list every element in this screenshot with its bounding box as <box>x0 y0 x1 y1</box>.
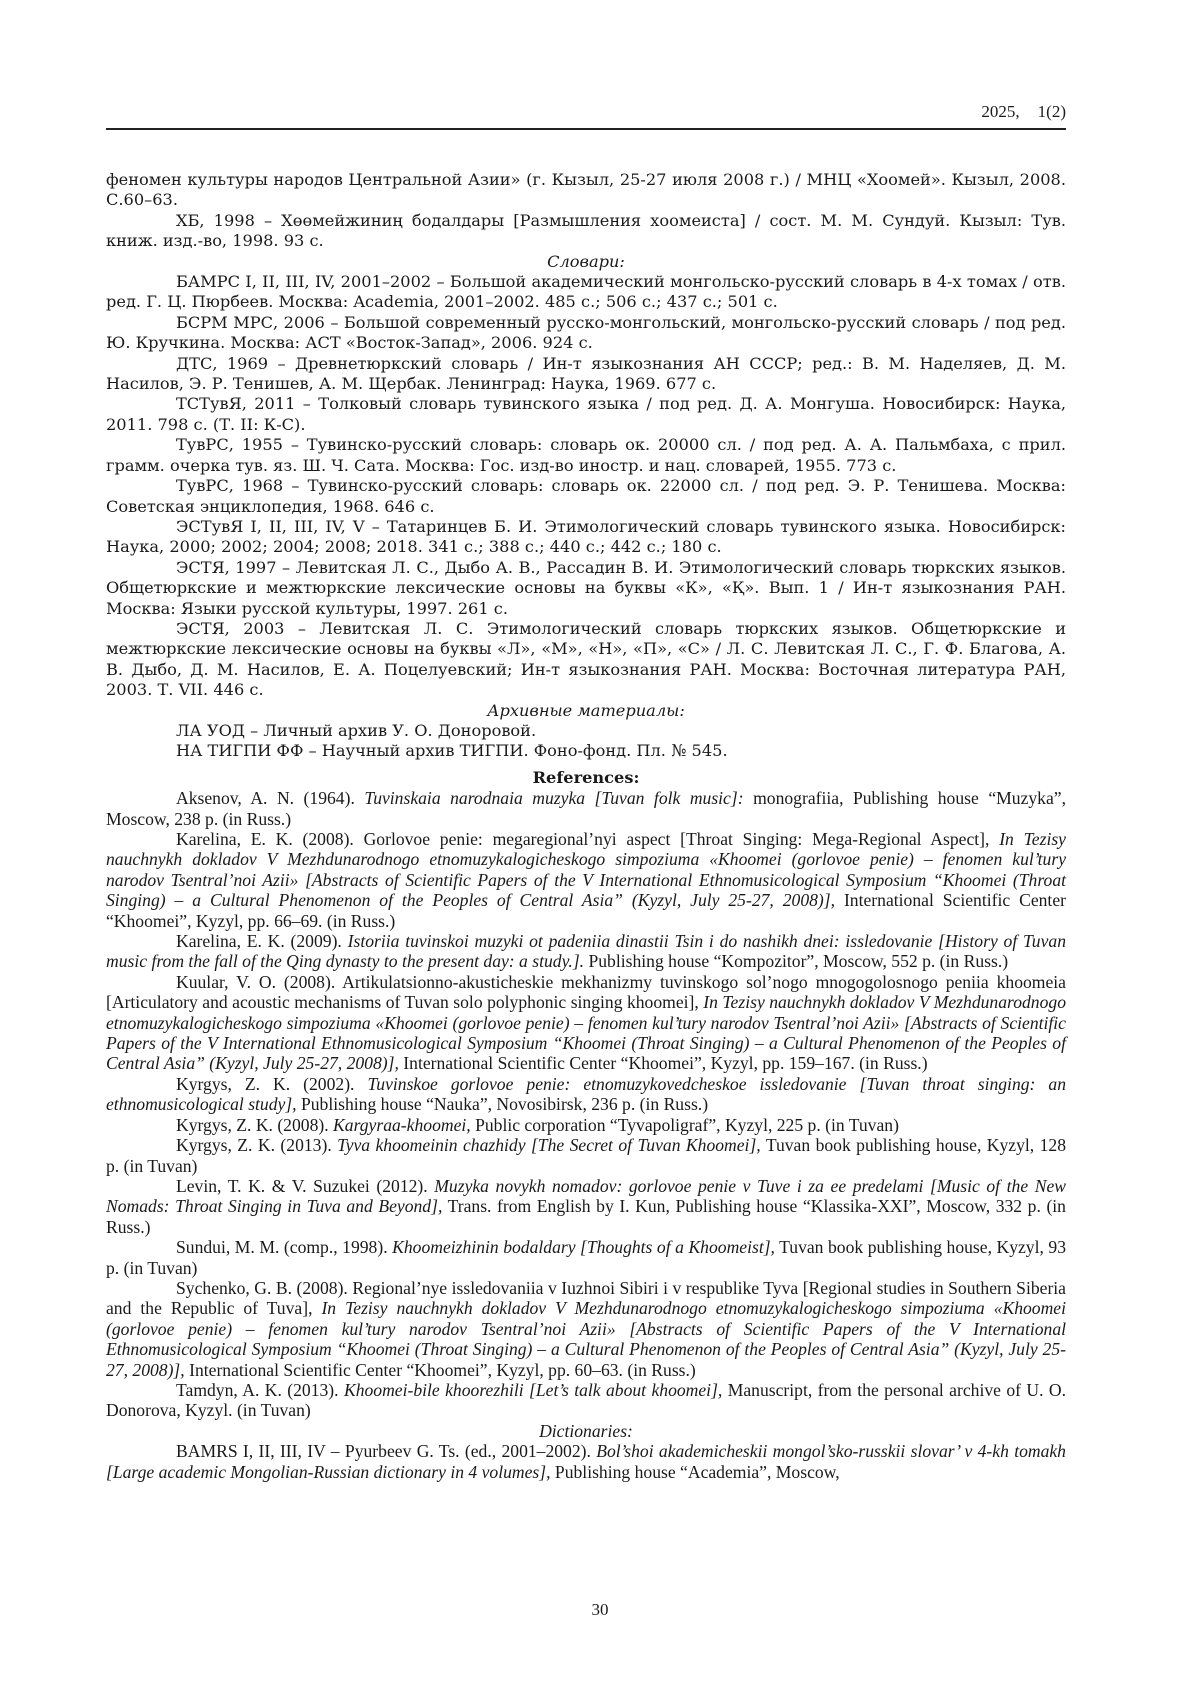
reference-title: In Tezisy nauchnykh dokladov V Mezhdunarodnogo etnomuzykalogicheskogo simpoziuma «Khoomei (gorlovoe penie) – fenomen kul’tury narodov Tsentral’noi Azii» [Abstracts of Scientific Papers of the V International Ethnomusicological Symposium “Khoomei (Throat Singing) – a Cultural Phenomenon of the Peoples of Central Asia” (Kyzyl, July 25-27, 2008)], <box>106 992 1066 1073</box>
reference-text: Levin, T. K. & V. Suzukei (2012). <box>176 1176 434 1196</box>
reference-entry <box>106 1441 1066 1482</box>
reference-entry <box>106 972 1066 1074</box>
reference-text: International Scientific Center “Khoomei”, Kyzyl, pp. 66–69. (in Russ.) <box>106 890 1066 930</box>
dictionary-entry: ТувРС, 1968 – Тувинско-русский словарь: словарь ок. 22000 сл. / под ред. Э. Р. Тенишева. Москва: Советская энциклопедия, 1968. 646 с. <box>106 476 1066 517</box>
reference-text: Tuvan book publishing house, Kyzyl, 93 p. (in Tuvan) <box>106 1237 1066 1277</box>
reference-text: International Scientific Center “Khoomei”, Kyzyl, pp. 159–167. (in Russ.) <box>399 1053 928 1073</box>
dictionary-entry: БАМРС I, II, III, IV, 2001–2002 – Большой академический монгольско-русский словарь в 4-х томах / отв. ред. Г. Ц. Пюрбеев. Москва: Academia, 2001–2002. 485 с.; 506 с.; 437 с.; 501 с. <box>106 272 1066 313</box>
page <box>0 0 1200 1694</box>
reference-text: International Scientific Center “Khoomei”, Kyzyl, pp. 60–63. (in Russ.) <box>185 1360 696 1380</box>
reference-text: Kuular, V. O. (2008). Artikulatsionno-akusticheskie mekhanizmy tuvinskogo sol’nogo mnogogolosnogo peniia khoomeia [Articulatory and acoustic mechanisms of Tuvan solo polyphonic singing khoomei], <box>106 972 1066 1012</box>
header-rule <box>106 128 1066 130</box>
reference-text: Tamdyn, A. K. (2013). <box>176 1380 344 1400</box>
reference-title: In Tezisy nauchnykh dokladov V Mezhdunarodnogo etnomuzykalogicheskogo simpoziuma «Khoomei (gorlovoe penie) – fenomen kul’tury narodov Tsentral’noi Azii» [Abstracts of Scientific Papers of the V International Ethnomusicological Symposium “Khoomei (Throat Singing) – a Cultural Phenomenon of the Peoples of Central Asia” (Kyzyl, July 25-27, 2008)], <box>106 829 1066 910</box>
page-number: 30 <box>0 1600 1200 1620</box>
ref-dictionaries-heading: Dictionaries: <box>106 1421 1066 1441</box>
running-header <box>106 102 1066 128</box>
reference-text: Karelina, E. K. (2008). Gorlovoe penie: megaregional’nyi aspect [Throat Singing: Mega-Regional Aspect], <box>176 829 999 849</box>
reference-entry <box>106 1074 1066 1115</box>
archives-heading: Архивные материалы: <box>106 701 1066 721</box>
header-year: 2025, <box>981 102 1019 121</box>
article-body <box>106 170 1066 1482</box>
reference-entry <box>106 1135 1066 1176</box>
reference-text: BAMRS I, II, III, IV – Pyurbeev G. Ts. (ed., 2001–2002). <box>176 1441 596 1461</box>
dictionary-entry: ДТС, 1969 – Древнетюркский словарь / Ин-т языкознания АН СССР; ред.: В. М. Наделяев, Д. М. Насилов, Э. Р. Тенишев, А. М. Щербак. Ленинград: Наука, 1969. 677 с. <box>106 354 1066 395</box>
dictionary-entry: ТувРС, 1955 – Тувинско-русский словарь: словарь ок. 20000 сл. / под ред. А. А. Пальмбаха, с прил. грамм. очерка тув. яз. Ш. Ч. Сата. Москва: Гос. изд-во иностр. и нац. словарей, 1955. 773 с. <box>106 435 1066 476</box>
dictionary-entry: ТСТувЯ, 2011 – Толковый словарь тувинского языка / под ред. Д. А. Монгуша. Новосибирск: Наука, 2011. 798 с. (Т. II: К-С). <box>106 394 1066 435</box>
reference-text: Trans. from English by I. Kun, Publishing house “Klassika-XXI”, Moscow, 332 p. (in Russ.) <box>106 1196 1066 1236</box>
reference-title: Istoriia tuvinskoi muzyki ot padeniia dinastii Tsin i do nashikh dnei: issledovanie [History of Tuvan music from the fall of the Qing dynasty to the present day: a study.]. <box>106 931 1066 971</box>
archive-entry: НА ТИГПИ ФФ – Научный архив ТИГПИ. Фоно-фонд. Пл. № 545. <box>106 741 1066 761</box>
reference-text: Karelina, E. K. (2009). <box>176 931 348 951</box>
reference-title: Kargyraa-khoomei, <box>333 1115 471 1135</box>
reference-text: Aksenov, A. N. (1964). <box>176 788 364 808</box>
continuation-paragraph: феномен культуры народов Центральной Азии» (г. Кызыл, 25-27 июля 2008 г.) / МНЦ «Хоомей». Кызыл, 2008. С.60–63. <box>106 170 1066 211</box>
reference-text: Sychenko, G. B. (2008). Regional’nye issledovaniia v Iuzhnoi Sibiri i v respublike Tyva [Regional studies in Southern Siberia and the Republic of Tuva], <box>106 1278 1066 1318</box>
reference-title: Tuvinskoe gorlovoe penie: etnomuzykovedcheskoe issledovanie [Tuvan throat singing: an ethnomusicological study], <box>106 1074 1066 1114</box>
reference-text: Tuvan book publishing house, Kyzyl, 128 p. (in Tuvan) <box>106 1135 1066 1175</box>
references-heading: References: <box>106 768 1066 788</box>
reference-entry <box>106 931 1066 972</box>
dictionary-entry: ЭСТЯ, 1997 – Левитская Л. С., Дыбо А. В., Рассадин В. И. Этимологический словарь тюркских языков. Общетюркские и межтюркские лексические основы на буквы «К», «Қ». Вып. 1 / Ин-т языкознания РАН. Москва: Языки русской культуры, 1997. 261 с. <box>106 558 1066 619</box>
reference-text: Kyrgys, Z. K. (2002). <box>176 1074 367 1094</box>
dictionary-entry: ЭСТЯ, 2003 – Левитская Л. С. Этимологический словарь тюркских языков. Общетюркские и межтюркские лексические основы на буквы «Л», «М», «Н», «П», «С» / Л. С. Левитская Л. С., Г. Ф. Благова, А. В. Дыбо, Д. М. Насилов, Е. А. Поцелуевский; Ин-т языкознания РАН. Москва: Восточная литература РАН, 2003. Т. VII. 446 с. <box>106 619 1066 701</box>
dictionary-entry: ЭСТувЯ I, II, III, IV, V – Татаринцев Б. И. Этимологический словарь тувинского языка. Новосибирск: Наука, 2000; 2002; 2004; 2008; 2018. 341 с.; 388 с.; 440 с.; 442 с.; 180 с. <box>106 517 1066 558</box>
reference-entry <box>106 829 1066 931</box>
reference-entry <box>106 788 1066 829</box>
reference-entry <box>106 1115 1066 1135</box>
reference-text: Public corporation “Tyvapoligraf”, Kyzyl, 225 p. (in Tuvan) <box>471 1115 899 1135</box>
reference-title: Muzyka novykh nomadov: gorlovoe penie v Tuve i za ee predelami [Music of the New Nomads: Throat Singing in Tuva and Beyond], <box>106 1176 1066 1216</box>
source-hb: ХБ, 1998 – Хөөмейжиниң бодалдары [Размышления хоомеиста] / сост. М. М. Сундуй. Кызыл: Тув. книж. изд.-во, 1998. 93 с. <box>106 211 1066 252</box>
reference-text: Manuscript, from the personal archive of U. O. Donorova, Kyzyl. (in Tuvan) <box>106 1380 1066 1420</box>
header-issue: 1(2) <box>1038 102 1066 121</box>
dictionary-entry: БСРМ МРС, 2006 – Большой современный русско-монгольский, монгольско-русский словарь / под ред. Ю. Кручкина. Москва: АСТ «Восток-Запад», 2006. 924 с. <box>106 313 1066 354</box>
reference-title: Khoomei-bile khoorezhili [Let’s talk about khoomei], <box>344 1380 722 1400</box>
reference-title: Bol’shoi akademicheskii mongol’sko-russkii slovar’ v 4-kh tomakh [Large academic Mongolian-Russian dictionary in 4 volumes], <box>106 1441 1066 1481</box>
reference-title: In Tezisy nauchnykh dokladov V Mezhdunarodnogo etnomuzykalogicheskogo simpoziuma «Khoomei (gorlovoe penie) – fenomen kul’tury narodov Tsentral’noi Azii» [Abstracts of Scientific Papers of the V International Ethnomusicological Symposium “Khoomei (Throat Singing) – a Cultural Phenomenon of the Peoples of Central Asia” (Kyzyl, July 25-27, 2008)], <box>106 1298 1066 1379</box>
reference-text: monografiia, Publishing house “Muzyka”, Moscow, 238 p. (in Russ.) <box>106 788 1066 828</box>
reference-title: Khoomeizhinin bodaldary [Thoughts of a Khoomeist], <box>392 1237 775 1257</box>
reference-title: Tuvinskaia narodnaia muzyka [Tuvan folk music]: <box>364 788 743 808</box>
reference-text: Publishing house “Academia”, Moscow, <box>551 1462 840 1482</box>
reference-text: Kyrgys, Z. K. (2013). <box>176 1135 337 1155</box>
reference-entry <box>106 1278 1066 1380</box>
reference-title: Tyva khoomeinin chazhidy [The Secret of Tuvan Khoomei], <box>337 1135 761 1155</box>
archive-entry: ЛА УОД – Личный архив У. О. Доноровой. <box>106 721 1066 741</box>
reference-entry <box>106 1380 1066 1421</box>
reference-entry <box>106 1237 1066 1278</box>
reference-text: Publishing house “Nauka”, Novosibirsk, 236 p. (in Russ.) <box>297 1094 708 1114</box>
reference-text: Sundui, M. M. (comp., 1998). <box>176 1237 392 1257</box>
dictionaries-heading: Словари: <box>106 252 1066 272</box>
reference-entry <box>106 1176 1066 1237</box>
reference-text: Kyrgys, Z. K. (2008). <box>176 1115 333 1135</box>
reference-text: Publishing house “Kompozitor”, Moscow, 552 p. (in Russ.) <box>584 951 1008 971</box>
